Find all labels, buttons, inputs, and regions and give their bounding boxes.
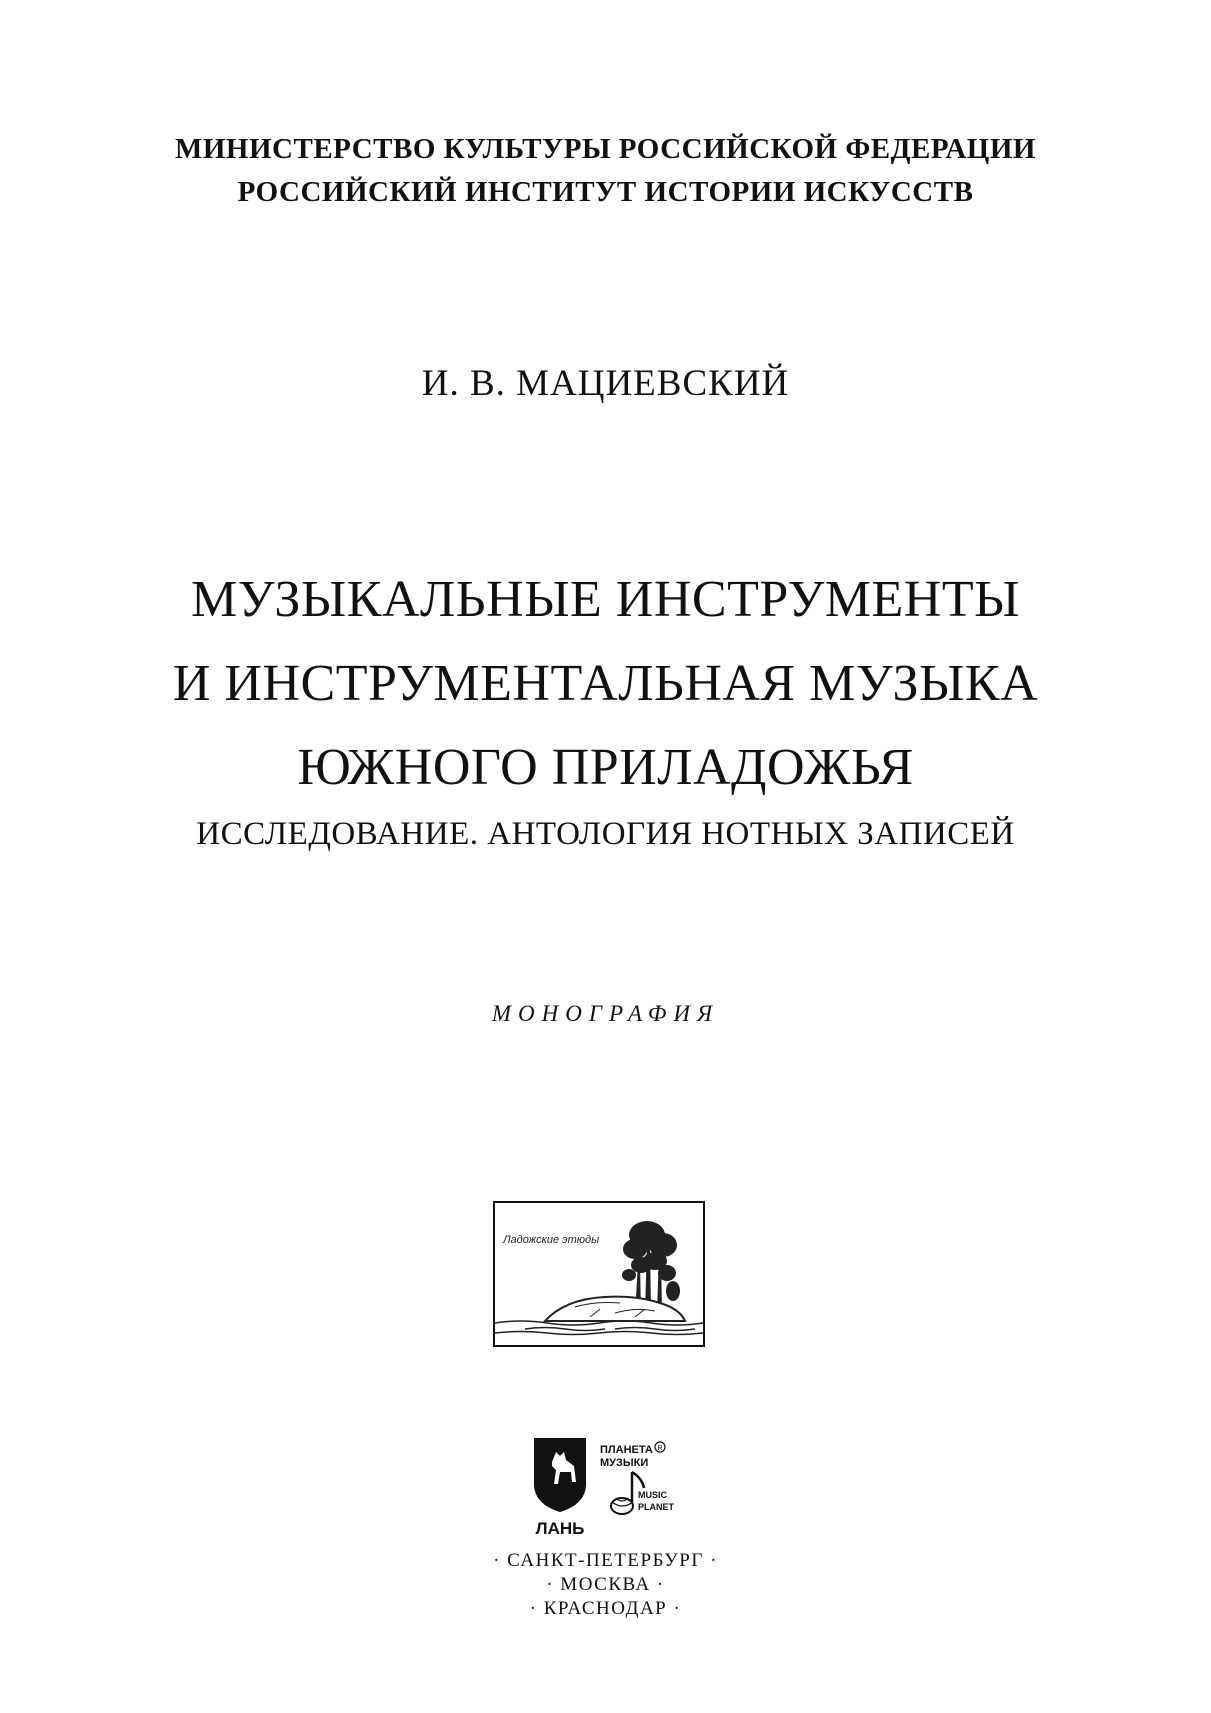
series-label: Ладожские этюды bbox=[503, 1234, 600, 1246]
book-subtitle: ИССЛЕДОВАНИЕ. АНТОЛОГИЯ НОТНЫХ ЗАПИСЕЙ bbox=[196, 816, 1015, 852]
ministry-line: МИНИСТЕРСТВО КУЛЬТУРЫ РОССИЙСКОЙ ФЕДЕРАЦИИ bbox=[175, 133, 1036, 165]
planet-line-2: МУЗЫКИ bbox=[600, 1457, 649, 1469]
title-line-1: МУЗЫКАЛЬНЫЕ ИНСТРУМЕНТЫ bbox=[191, 571, 1020, 628]
lan-logo-text: ЛАНЬ bbox=[535, 1519, 585, 1538]
institute-line: РОССИЙСКИЙ ИНСТИТУТ ИСТОРИИ ИСКУССТВ bbox=[237, 176, 974, 208]
title-line-3: ЮЖНОГО ПРИЛАДОЖЬЯ bbox=[297, 739, 914, 796]
author-name: И. В. МАЦИЕВСКИЙ bbox=[421, 363, 790, 404]
publisher-cities bbox=[0, 1549, 1211, 1621]
planet-line-1: ПЛАНЕТА bbox=[600, 1444, 653, 1456]
series-emblem bbox=[493, 1201, 705, 1347]
publisher-logos bbox=[530, 1432, 690, 1547]
genre-label: МОНОГРАФИЯ bbox=[491, 1001, 720, 1026]
lan-logo-icon bbox=[534, 1438, 586, 1538]
music-line-2: PLANET bbox=[638, 1502, 674, 1512]
music-line-1: MUSIC bbox=[638, 1490, 667, 1500]
institution-block bbox=[0, 128, 1211, 214]
island-trees-illustration bbox=[495, 1203, 703, 1345]
music-planet-logo-icon bbox=[600, 1442, 675, 1514]
title-line-2: И ИНСТРУМЕНТАЛЬНАЯ МУЗЫКА bbox=[172, 655, 1039, 712]
city-moscow: · МОСКВА · bbox=[546, 1574, 665, 1595]
city-saint-petersburg: · САНКТ-ПЕТЕРБУРГ · bbox=[493, 1550, 718, 1571]
svg-text:R: R bbox=[657, 1445, 663, 1452]
city-krasnodar: · КРАСНОДАР · bbox=[529, 1598, 682, 1619]
book-title bbox=[0, 558, 1211, 810]
